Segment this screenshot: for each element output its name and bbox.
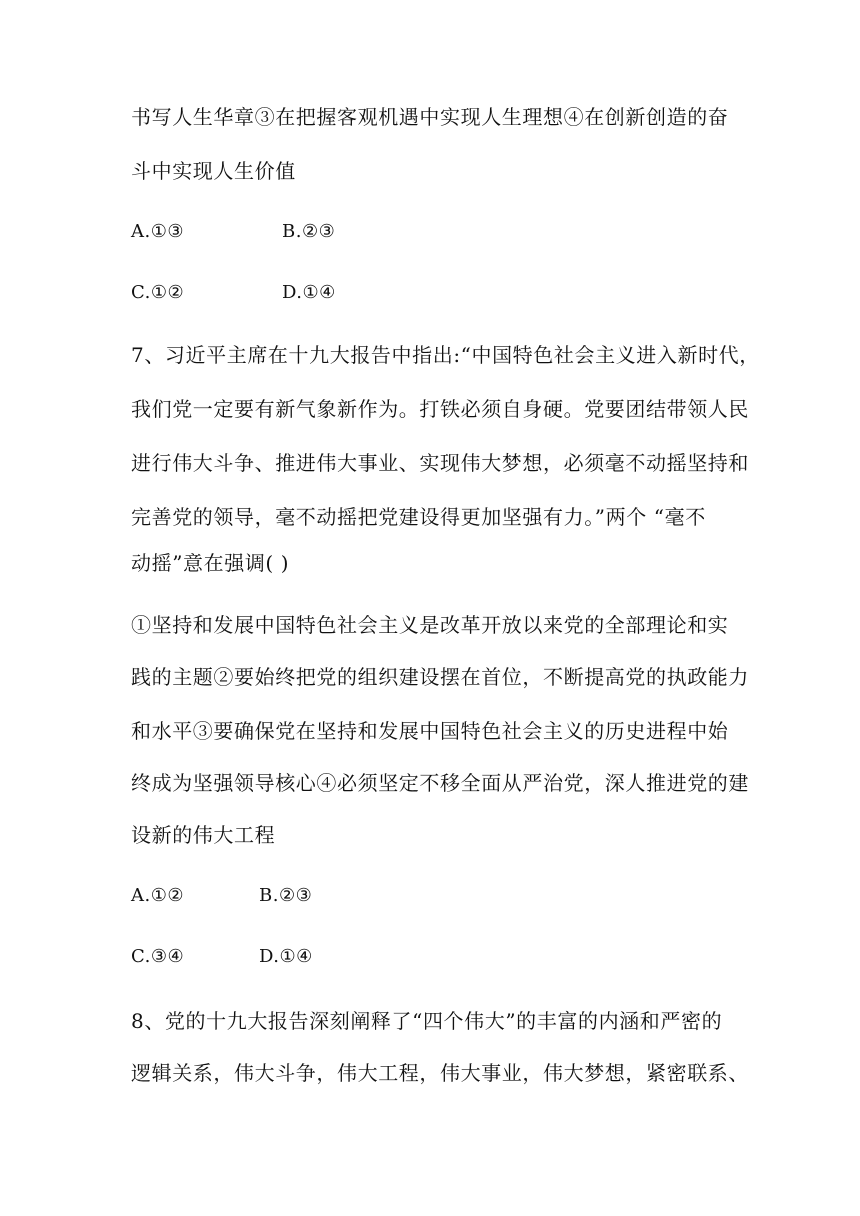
q7-statement-line-5: 设新的伟大工程	[131, 823, 276, 847]
q7-stem-line-4: 完善党的领导，毫不动摇把党建设得更加坚强有力。”两个 “毫不	[131, 505, 706, 529]
q8-stem-line-1: 8、党的十九大报告深刻阐释了“四个伟大”的丰富的内涵和严密的	[131, 1009, 723, 1033]
q7-option-d: D.①④	[259, 946, 313, 967]
q7-stem-line-3: 进行伟大斗争、推进伟大事业、实现伟大梦想，必须毫不动摇坚持和	[131, 451, 749, 475]
prev-option-d: D.①④	[282, 282, 336, 303]
prev-option-a: A.①③	[131, 221, 184, 242]
q7-statement-line-2: 践的主题②要始终把党的组织建设摆在首位，不断提高党的执政能力	[131, 665, 749, 689]
q7-option-b: B.②③	[259, 885, 313, 906]
q7-statement-line-4: 终成为坚强领导核心④必须坚定不移全面从严治党，深人推进党的建	[131, 771, 749, 795]
q7-option-c: C.③④	[131, 946, 185, 967]
prev-question-line-2: 斗中实现人生价值	[131, 159, 296, 183]
q8-stem-line-2: 逻辑关系，伟大斗争，伟大工程，伟大事业，伟大梦想，紧密联系、	[131, 1061, 749, 1085]
prev-question-line-1: 书写人生华章③在把握客观机遇中实现人生理想④在创新创造的奋	[131, 105, 729, 129]
q7-stem-line-5: 动摇”意在强调( )	[131, 551, 290, 575]
prev-option-c: C.①②	[131, 282, 185, 303]
prev-option-b: B.②③	[282, 221, 336, 242]
q7-statement-line-3: 和水平③要确保党在坚持和发展中国特色社会主义的历史进程中始	[131, 719, 729, 743]
q7-stem-line-2: 我们党一定要有新气象新作为。打铁必须自身硬。党要团结带领人民	[131, 397, 749, 421]
q7-option-a: A.①②	[131, 885, 184, 906]
q7-statement-line-1: ①坚持和发展中国特色社会主义是改革开放以来党的全部理论和实	[131, 613, 729, 637]
q7-stem-line-1: 7、习近平主席在十九大报告中指出:“中国特色社会主义进入新时代，	[131, 343, 760, 367]
